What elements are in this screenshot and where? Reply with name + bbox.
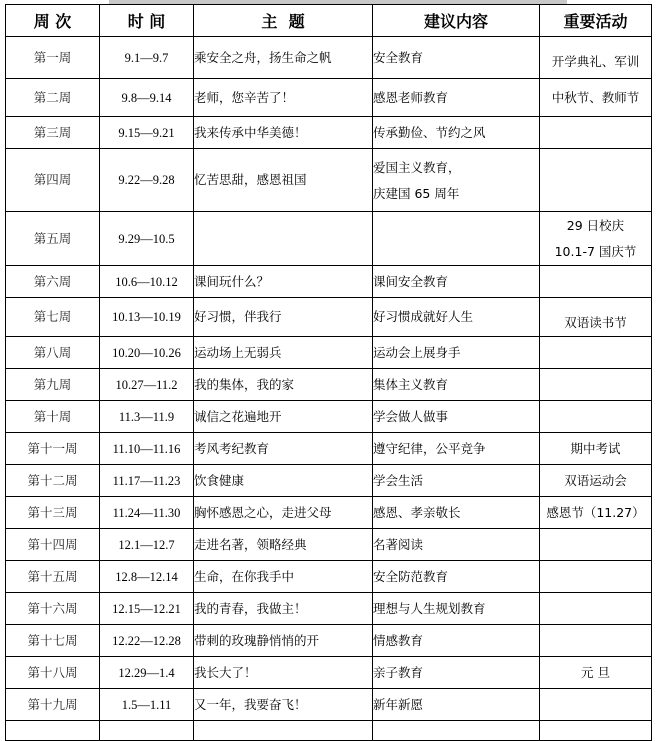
week-cell-text: 第十四周: [27, 536, 78, 552]
table-row-partial: [6, 721, 652, 741]
week-cell: [6, 212, 100, 266]
header-week: 周 次: [6, 5, 100, 37]
week-cell: [6, 117, 100, 149]
content-cell-text: 新年新愿: [373, 696, 424, 712]
date-cell-text: 10.13—10.19: [112, 310, 181, 324]
empty-cell: [100, 721, 194, 741]
date-cell-text: 9.1—9.7: [124, 50, 169, 65]
week-cell-text: 第十六周: [27, 600, 78, 616]
date-cell-text: 11.17—11.23: [112, 473, 181, 488]
theme-cell-text: 诚信之花遍地开: [194, 408, 282, 424]
week-cell: [6, 593, 100, 625]
activity-cell-text: 中秋节、教师节: [551, 89, 640, 105]
content-cell: [373, 529, 540, 561]
theme-cell: [194, 149, 373, 212]
date-cell-text: 12.22—12.28: [112, 633, 181, 648]
week-cell: [6, 689, 100, 721]
weekly-plan-table: [5, 4, 652, 741]
date-cell: [100, 337, 194, 369]
content-cell: [373, 689, 540, 721]
content-cell-text: 爱国主义教育，: [373, 160, 461, 175]
week-cell: [6, 298, 100, 337]
theme-cell-text: 课间玩什么？: [194, 273, 270, 289]
week-cell-text: 第四周: [33, 172, 72, 187]
theme-cell: [194, 689, 373, 721]
week-cell: [6, 401, 100, 433]
theme-cell: [194, 298, 373, 337]
week-cell: [6, 465, 100, 497]
theme-cell: [194, 529, 373, 561]
table-row: [6, 433, 652, 465]
empty-cell: [540, 721, 652, 741]
theme-cell: [194, 593, 373, 625]
activity-cell: [540, 37, 652, 79]
theme-cell-text: 运动场上无弱兵: [194, 344, 282, 360]
table-row: [6, 266, 652, 298]
theme-cell-text: 生命，在你我手中: [194, 568, 295, 584]
week-cell-text: 第六周: [33, 273, 72, 289]
content-cell: [373, 337, 540, 369]
activity-cell: [540, 266, 652, 298]
date-cell: [100, 212, 194, 266]
content-cell-text: 学会做人做事: [373, 408, 449, 424]
table-row: [6, 149, 652, 212]
activity-cell: [540, 117, 652, 149]
activity-cell: [540, 433, 652, 465]
theme-cell-text: 走进名著，领略经典: [194, 536, 307, 552]
activity-cell: [540, 369, 652, 401]
activity-cell-text: 期中考试: [570, 440, 621, 456]
theme-cell-text: 带刺的玫瑰静悄悄的开: [194, 632, 320, 648]
activity-cell-text: 元 旦: [581, 664, 610, 680]
theme-cell: [194, 337, 373, 369]
date-cell-text: 11.10—11.16: [112, 441, 181, 456]
theme-cell-text: 老师，您辛苦了！: [194, 89, 295, 105]
theme-cell-text: 忆苦思甜，感恩祖国: [194, 172, 307, 187]
date-cell: [100, 37, 194, 79]
content-cell: [373, 79, 540, 117]
content-cell: [373, 657, 540, 689]
table-row: [6, 298, 652, 337]
content-cell-text: 感恩老师教育: [373, 89, 449, 105]
theme-cell: [194, 497, 373, 529]
week-cell: [6, 266, 100, 298]
table-row: [6, 401, 652, 433]
activity-cell-text: 感恩节（11.27）: [546, 504, 645, 520]
content-cell-text: 安全教育: [373, 49, 424, 65]
theme-cell: [194, 212, 373, 266]
content-cell-text: 安全防范教育: [373, 568, 449, 584]
date-cell: [100, 149, 194, 212]
theme-cell-text: 我的青春，我做主！: [194, 600, 307, 616]
table-row: [6, 465, 652, 497]
table-row: [6, 625, 652, 657]
week-cell: [6, 149, 100, 212]
table-row: [6, 117, 652, 149]
theme-cell-text: 我长大了！: [194, 664, 257, 680]
week-cell-text: 第十五周: [27, 568, 78, 584]
activity-cell: [540, 561, 652, 593]
theme-cell-text: 乘安全之舟，扬生命之帆: [194, 49, 332, 65]
empty-cell: [373, 721, 540, 741]
table-row: [6, 37, 652, 79]
date-cell: [100, 561, 194, 593]
theme-cell: [194, 401, 373, 433]
header-theme: 主 题: [194, 5, 373, 37]
activity-cell: [540, 79, 652, 117]
theme-cell: [194, 433, 373, 465]
week-cell: [6, 625, 100, 657]
week-cell-text: 第十一周: [27, 440, 78, 456]
content-cell-text: 学会生活: [373, 472, 424, 488]
header-content: 建议内容: [373, 5, 540, 37]
activity-cell: [540, 529, 652, 561]
content-cell-text: 名著阅读: [373, 536, 424, 552]
theme-cell: [194, 625, 373, 657]
week-cell-text: 第七周: [33, 309, 72, 324]
theme-cell-text: 又一年，我要奋飞！: [194, 696, 307, 712]
content-cell-text: 情感教育: [373, 632, 424, 648]
week-cell-text: 第十三周: [27, 504, 78, 520]
date-cell: [100, 266, 194, 298]
table-row: [6, 689, 652, 721]
date-cell-text: 11.3—11.9: [118, 409, 175, 424]
content-cell-text: 遵守纪律，公平竞争: [373, 440, 486, 456]
week-cell-text: 第十七周: [27, 632, 78, 648]
content-cell-text: 传承勤俭、节约之风: [373, 124, 486, 140]
theme-cell-text: 我的集体，我的家: [194, 376, 295, 392]
date-cell: [100, 529, 194, 561]
activity-cell: [540, 149, 652, 212]
content-cell: [373, 369, 540, 401]
theme-cell: [194, 117, 373, 149]
table-row: [6, 497, 652, 529]
content-cell: [373, 149, 540, 212]
date-cell: [100, 401, 194, 433]
table-row: [6, 561, 652, 593]
week-cell: [6, 37, 100, 79]
activity-cell-text: 开学典礼、军训: [551, 53, 640, 69]
date-cell-text: 9.29—10.5: [118, 231, 175, 246]
content-cell: [373, 561, 540, 593]
content-cell: [373, 117, 540, 149]
content-cell-text: 亲子教育: [373, 664, 424, 680]
content-cell: [373, 37, 540, 79]
date-cell-text: 10.27—11.2: [115, 377, 178, 392]
date-cell-text: 9.15—9.21: [118, 125, 175, 140]
table-row: [6, 657, 652, 689]
content-cell-text: 集体主义教育: [373, 376, 449, 392]
date-cell: [100, 465, 194, 497]
week-cell: [6, 433, 100, 465]
date-cell-text: 11.24—11.30: [112, 505, 181, 520]
date-cell: [100, 117, 194, 149]
activity-cell: [540, 625, 652, 657]
content-cell: [373, 497, 540, 529]
activity-cell-text: 双语读书节: [564, 315, 627, 330]
date-cell-text: 12.29—1.4: [118, 665, 175, 680]
week-cell-text: 第十周: [33, 408, 72, 424]
activity-cell: [540, 593, 652, 625]
header-activity: 重要活动: [540, 5, 652, 37]
theme-cell: [194, 465, 373, 497]
theme-cell-text: 我来传承中华美德！: [194, 124, 307, 140]
date-cell: [100, 433, 194, 465]
content-cell-text: 课间安全教育: [373, 273, 449, 289]
content-cell: [373, 625, 540, 657]
week-cell: [6, 369, 100, 401]
activity-cell-text: 双语运动会: [564, 472, 627, 488]
activity-cell: [540, 497, 652, 529]
week-cell: [6, 561, 100, 593]
week-cell-text: 第二周: [33, 89, 72, 105]
date-cell-text: 12.15—12.21: [112, 601, 181, 616]
date-cell-text: 9.22—9.28: [118, 173, 175, 187]
week-cell: [6, 657, 100, 689]
theme-cell-text: 好习惯，伴我行: [194, 309, 282, 324]
table-row: [6, 212, 652, 266]
header-row: [6, 5, 652, 37]
table-row: [6, 529, 652, 561]
date-cell: [100, 79, 194, 117]
week-cell-text: 第十九周: [27, 696, 78, 712]
table-row: [6, 337, 652, 369]
activity-cell: [540, 298, 652, 337]
content-cell: [373, 433, 540, 465]
week-cell: [6, 79, 100, 117]
theme-cell-text: 考风考纪教育: [194, 440, 270, 456]
table-row: [6, 593, 652, 625]
content-cell: [373, 593, 540, 625]
content-cell-text: 运动会上展身手: [373, 344, 461, 360]
week-cell-text: 第十二周: [27, 472, 78, 488]
date-cell: [100, 497, 194, 529]
week-cell-text: 第八周: [33, 344, 72, 360]
week-cell-text: 第三周: [33, 124, 72, 140]
date-cell: [100, 298, 194, 337]
table-row: [6, 369, 652, 401]
content-cell-text: 感恩、孝亲敬长: [373, 504, 461, 520]
date-cell: [100, 657, 194, 689]
activity-cell-text: 10.1-7 国庆节: [554, 243, 637, 259]
theme-cell: [194, 657, 373, 689]
content-cell: [373, 401, 540, 433]
date-cell-text: 9.8—9.14: [121, 90, 172, 105]
date-cell: [100, 369, 194, 401]
theme-cell: [194, 369, 373, 401]
week-cell-text: 第十八周: [27, 664, 78, 680]
theme-cell-text: 胸怀感恩之心，走进父母: [194, 504, 332, 520]
date-cell-text: 12.1—12.7: [118, 537, 175, 552]
theme-cell: [194, 79, 373, 117]
week-cell-text: 第九周: [33, 376, 72, 392]
theme-cell: [194, 561, 373, 593]
content-cell: [373, 266, 540, 298]
date-cell-text: 10.6—10.12: [115, 274, 178, 289]
activity-cell: [540, 465, 652, 497]
empty-cell: [194, 721, 373, 741]
activity-cell: [540, 689, 652, 721]
week-cell: [6, 497, 100, 529]
theme-cell: [194, 37, 373, 79]
date-cell: [100, 593, 194, 625]
week-cell: [6, 337, 100, 369]
content-cell: [373, 298, 540, 337]
content-cell-text: 理想与人生规划教育: [373, 600, 486, 616]
table-row: [6, 79, 652, 117]
activity-cell: [540, 337, 652, 369]
theme-cell-text: 饮食健康: [194, 472, 245, 488]
content-cell-text: 好习惯成就好人生: [373, 309, 474, 324]
activity-cell-text: 29 日校庆: [566, 217, 625, 233]
date-cell-text: 10.20—10.26: [112, 345, 181, 360]
activity-cell: [540, 401, 652, 433]
header-date: 时 间: [100, 5, 194, 37]
date-cell: [100, 625, 194, 657]
content-cell: [373, 212, 540, 266]
date-cell-text: 1.5—1.11: [121, 697, 172, 712]
date-cell-text: 12.8—12.14: [115, 569, 178, 584]
activity-cell: [540, 657, 652, 689]
content-cell-text: 庆建国 65 周年: [373, 186, 460, 201]
week-cell-text: 第五周: [33, 230, 72, 246]
week-cell: [6, 529, 100, 561]
empty-cell: [6, 721, 100, 741]
week-cell-text: 第一周: [33, 49, 72, 65]
theme-cell: [194, 266, 373, 298]
date-cell: [100, 689, 194, 721]
activity-cell: [540, 212, 652, 266]
content-cell: [373, 465, 540, 497]
